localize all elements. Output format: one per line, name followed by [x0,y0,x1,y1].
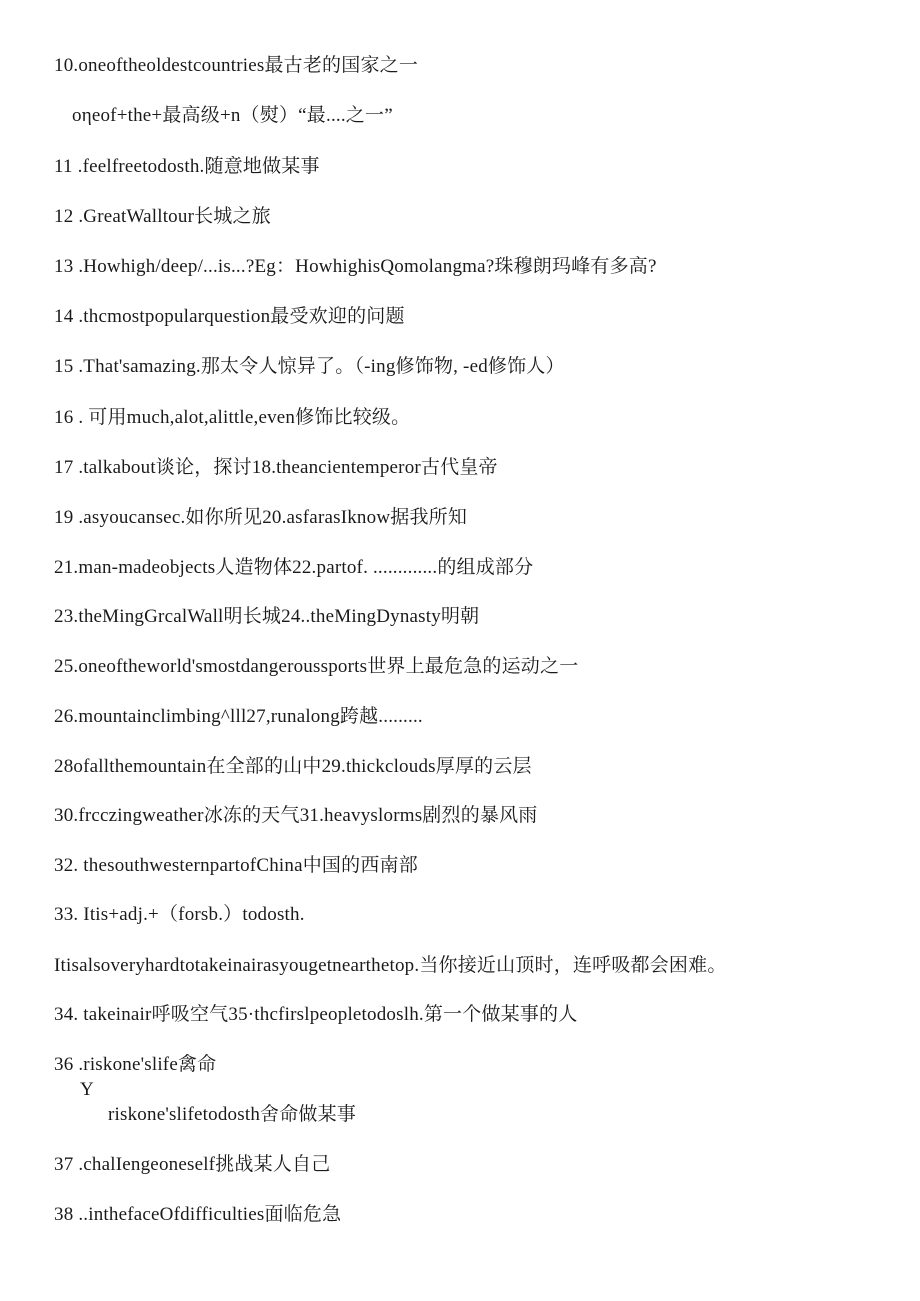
text-line-15: 15 .That'samazing.那太令人惊异了。（-ing修饰物, -ed修饰人） [54,356,565,377]
text-line-14: 14 .thcmostpopularquestion最受欢迎的问题 [54,306,405,327]
text-line-34-35: 34. takeinair呼吸空气35·thcfirslpeopletodoslh.第一个做某事的人 [54,1004,578,1025]
text-line-19-20: 19 .asyoucansec.如你所见20.asfarasIknow据我所知 [54,507,468,528]
text-line-36: 36 .riskone'slife禽命 [54,1054,217,1075]
text-line-28-29: 28ofallthemountain在全部的山中29.thickclouds厚厚的云层 [54,756,532,777]
text-line-33-example: Itisalsoveryhardtotakeinairasyougetnearthetop.当你接近山顶时，连呼吸都会困难。 [54,955,727,976]
text-line-10: 10.oneoftheoldestcountries最古老的国家之一 [54,55,419,76]
text-line-21-22: 21.man-madeobjects人造物体22.partof. .............的组成部分 [54,557,534,578]
text-line-23-24: 23.theMingGrcalWall明长城24..theMingDynasty明朝 [54,606,480,627]
text-line-10-note: oηeof+the+最高级+n（熨）“最....之一” [72,105,393,126]
text-line-16: 16 . 可用much,alot,alittle,even修饰比较级。 [54,407,411,428]
text-line-36-mark: Y [80,1079,94,1100]
text-line-36-note: riskone'slifetodosth舍命做某事 [108,1104,357,1125]
text-line-17-18: 17 .talkabout谈论，探讨18.theancientemperor古代皇帝 [54,457,498,478]
text-line-30-31: 30.frcczingweather冰冻的天气31.heavyslorms剧烈的暴风雨 [54,805,538,826]
text-line-12: 12 .GreatWalltour长城之旅 [54,206,271,227]
text-line-11: 11 .feelfreetodosth.随意地做某事 [54,156,320,177]
text-line-25: 25.oneoftheworld'smostdangeroussports世界上最危急的运动之一 [54,656,579,677]
text-line-32: 32. thesouthwesternpartofChina中国的西南部 [54,855,418,876]
text-line-13: 13 .Howhigh/deep/...is...?Eg：HowhighisQomolangma?珠穆朗玛峰有多高? [54,256,657,277]
text-line-33: 33. Itis+adj.+（forsb.）todosth. [54,904,305,925]
text-line-26-27: 26.mountainclimbing^lll27,runalong跨越......... [54,706,423,727]
text-line-38: 38 ..inthefaceOfdifficulties面临危急 [54,1204,342,1225]
text-line-37: 37 .chalIengeoneself挑战某人自己 [54,1154,331,1175]
